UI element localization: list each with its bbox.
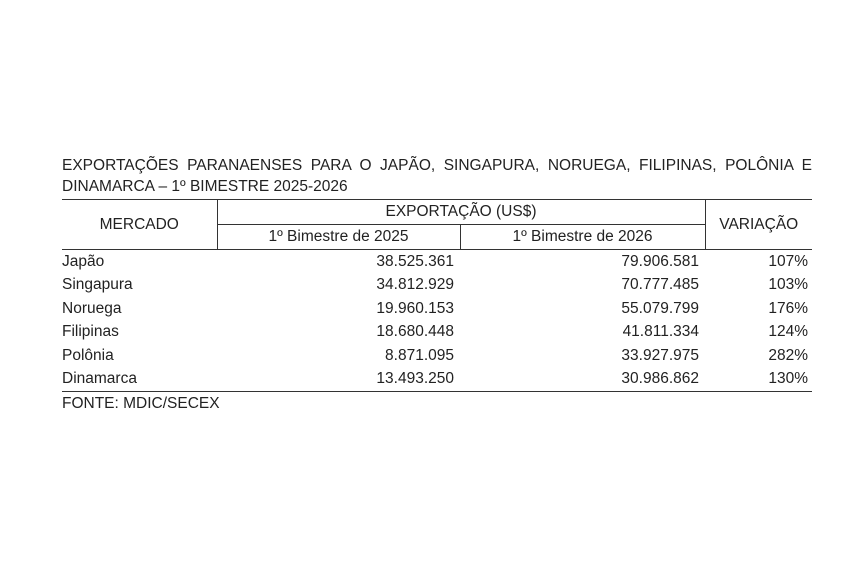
row-value-2025: 13.493.250 bbox=[217, 368, 460, 392]
table-row bbox=[62, 368, 812, 392]
row-value-2026: 70.777.485 bbox=[621, 276, 699, 294]
table-title: EXPORTAÇÕES PARANAENSES PARA O JAPÃO, SINGAPURA, NORUEGA, FILIPINAS, POLÔNIA E DINAMARCA – 1º BIMESTRE 2025-2026 bbox=[62, 157, 812, 195]
row-market: Filipinas bbox=[62, 323, 119, 341]
row-value-2026: 79.906.581 bbox=[621, 252, 699, 270]
row-value-2026: 30.986.862 bbox=[460, 368, 705, 392]
document bbox=[62, 155, 812, 413]
header-export: EXPORTAÇÃO (US$) bbox=[217, 200, 705, 225]
row-value-2025: 18.680.448 bbox=[376, 323, 454, 341]
row-variation: 176% bbox=[768, 299, 808, 317]
row-value-2025: 34.812.929 bbox=[376, 276, 454, 294]
row-value-2026: 33.927.975 bbox=[621, 346, 699, 364]
row-variation: 130% bbox=[705, 368, 812, 392]
row-value-2026: 41.811.334 bbox=[622, 323, 699, 341]
row-market: Japão bbox=[62, 252, 105, 270]
row-market: Dinamarca bbox=[62, 368, 217, 392]
row-market: Noruega bbox=[62, 299, 122, 317]
row-value-2025: 19.960.153 bbox=[376, 299, 454, 317]
table-row bbox=[62, 297, 812, 321]
table-row bbox=[62, 321, 812, 345]
source-note: FONTE: MDIC/SECEX bbox=[62, 395, 220, 412]
header-variation: VARIAÇÃO bbox=[705, 200, 812, 250]
row-market: Polônia bbox=[62, 346, 114, 364]
header-period-2025: 1º Bimestre de 2025 bbox=[217, 225, 460, 250]
row-value-2026: 55.079.799 bbox=[621, 299, 699, 317]
header-period-2026: 1º Bimestre de 2026 bbox=[460, 225, 705, 250]
header-market: MERCADO bbox=[62, 200, 217, 250]
row-variation: 124% bbox=[768, 323, 808, 341]
table-row bbox=[62, 344, 812, 368]
row-variation: 107% bbox=[768, 252, 808, 270]
row-variation: 103% bbox=[768, 276, 808, 294]
row-value-2025: 38.525.361 bbox=[376, 252, 454, 270]
table-row bbox=[62, 250, 812, 274]
row-variation: 282% bbox=[768, 346, 808, 364]
table-row bbox=[62, 274, 812, 298]
exports-table bbox=[62, 199, 812, 392]
row-value-2025: 8.871.095 bbox=[385, 346, 454, 364]
row-market: Singapura bbox=[62, 276, 133, 294]
